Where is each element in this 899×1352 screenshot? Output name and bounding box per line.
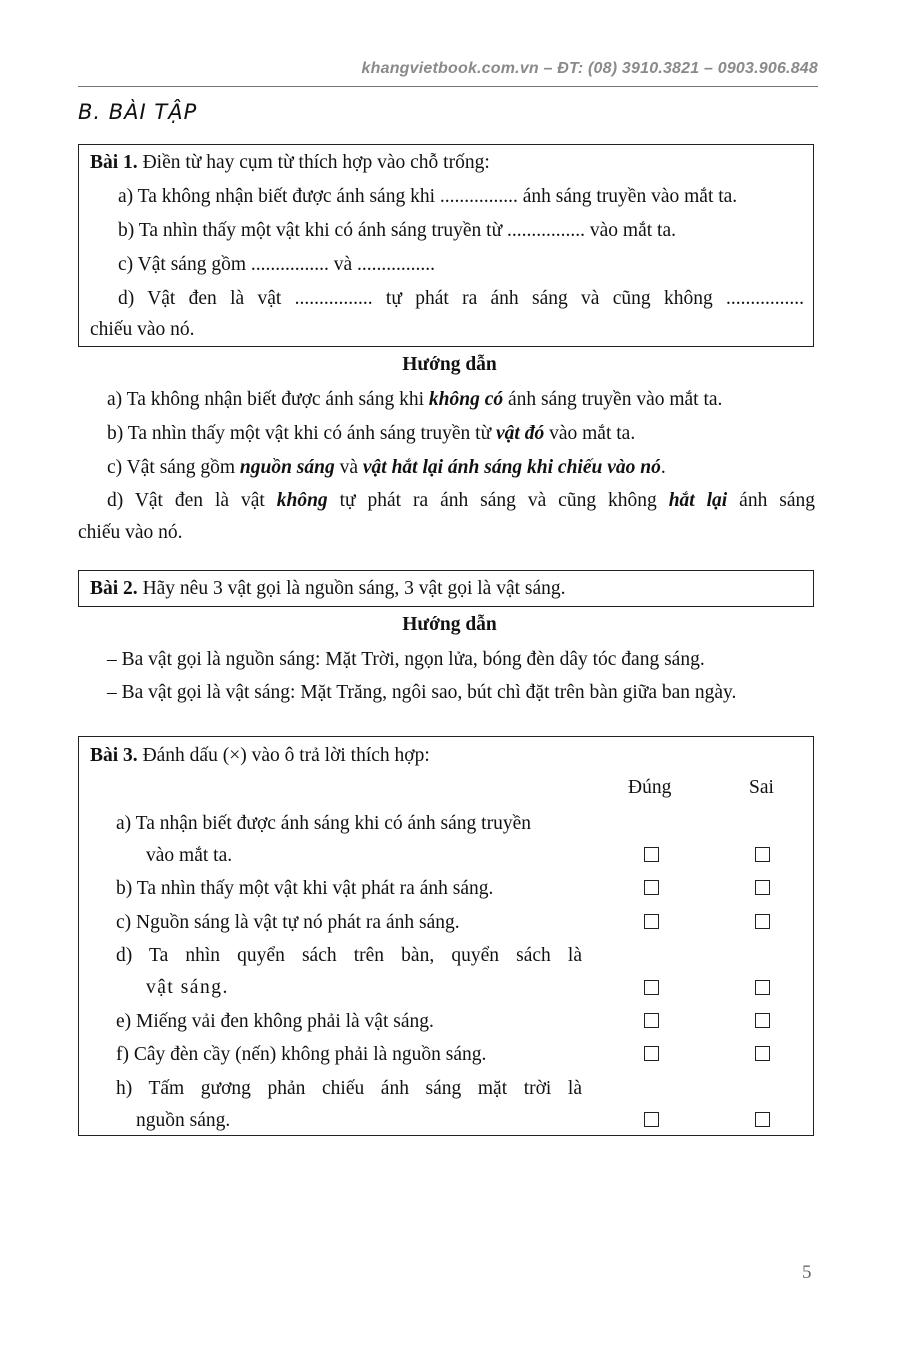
exercise-1-prompt: Điền từ hay cụm từ thích hợp vào chỗ trống: [142,152,490,173]
exercise-3-item-d-line2: vật sáng. [146,977,229,998]
checkbox-h-false[interactable] [755,1112,770,1127]
exercise-3-item-h-line1: h) Tấm gương phản chiếu ánh sáng mặt trời là [116,1078,582,1099]
guide-1-c-text: c) Vật sáng gồm [107,457,240,478]
guide-1-item-d [107,489,815,513]
guide-1-d-text-end: ánh sáng [727,490,815,511]
section-title: B. BÀI TẬP [78,100,198,124]
exercise-3-label: Bài 3. [90,745,138,766]
exercise-3-item-c: c) Nguồn sáng là vật tự nó phát ra ánh sáng. [116,912,460,933]
guide-1-d-answer-1: không [276,490,328,511]
guide-1-item-b [107,422,635,446]
header-text: khangvietbook.com.vn – ĐT: (08) 3910.3821 – 0903.906.848 [361,60,818,77]
checkbox-c-false[interactable] [755,914,770,929]
checkbox-a-true[interactable] [644,847,659,862]
exercise-1-item-c: c) Vật sáng gồm ................ và ................ [118,254,436,275]
guide-1-c-text-end: . [660,457,666,478]
guide-2-item-1: – Ba vật gọi là nguồn sáng: Mặt Trời, ngọn lửa, bóng đèn dây tóc đang sáng. [107,649,705,670]
page-number: 5 [802,1262,812,1283]
exercise-3-item-e: e) Miếng vải đen không phải là vật sáng. [116,1011,434,1032]
exercise-3-item-a-line2: vào mắt ta. [146,845,233,866]
guide-1-b-text: b) Ta nhìn thấy một vật khi có ánh sáng truyền từ [107,423,497,444]
checkbox-b-true[interactable] [644,880,659,895]
guide-1-title: Hướng dẫn [402,354,497,375]
guide-2-item-2: – Ba vật gọi là vật sáng: Mặt Trăng, ngôi sao, bút chì đặt trên bàn giữa ban ngày. [107,682,737,703]
column-false-header: Sai [749,777,774,798]
checkbox-a-false[interactable] [755,847,770,862]
exercise-3-item-f: f) Cây đèn cầy (nến) không phải là nguồn sáng. [116,1044,487,1065]
exercise-3-item-d-line1: d) Ta nhìn quyển sách trên bàn, quyển sách là [116,945,582,966]
checkbox-e-false[interactable] [755,1013,770,1028]
guide-1-c-answer-1: nguồn sáng [239,457,335,478]
checkbox-b-false[interactable] [755,880,770,895]
guide-1-d-text-mid: tự phát ra ánh sáng và cũng không [327,490,669,511]
guide-1-a-text-end: ánh sáng truyền vào mắt ta. [503,389,723,410]
guide-1-a-text: a) Ta không nhận biết được ánh sáng khi [107,389,429,410]
checkbox-d-true[interactable] [644,980,659,995]
exercise-3-box [78,736,814,1136]
exercise-1-item-a: a) Ta không nhận biết được ánh sáng khi ................ ánh sáng truyền vào mắt ta. [118,186,738,207]
checkbox-f-false[interactable] [755,1046,770,1061]
exercise-1-item-b: b) Ta nhìn thấy một vật khi có ánh sáng truyền từ ................ vào mắt ta. [118,220,676,241]
checkbox-e-true[interactable] [644,1013,659,1028]
exercise-2-label: Bài 2. [90,578,138,599]
exercise-3-heading [90,744,430,768]
exercise-3-item-h-line2: nguồn sáng. [136,1110,231,1131]
page-header [78,60,818,87]
checkbox-d-false[interactable] [755,980,770,995]
exercise-1-item-d: d) Vật đen là vật ................ tự phát ra ánh sáng và cũng không ................ [118,288,804,309]
checkbox-c-true[interactable] [644,914,659,929]
exercise-2-heading [90,577,566,601]
exercise-3-item-b: b) Ta nhìn thấy một vật khi vật phát ra ánh sáng. [116,878,494,899]
exercise-1-item-d-cont: chiếu vào nó. [90,319,195,340]
guide-1-item-d-cont: chiếu vào nó. [78,522,183,543]
checkbox-h-true[interactable] [644,1112,659,1127]
column-true-header: Đúng [628,777,672,798]
guide-1-c-text-mid: và [334,457,363,478]
guide-1-item-c [107,456,666,480]
guide-1-c-answer-2: vật hắt lại ánh sáng khi chiếu vào nó [362,457,661,478]
exercise-2-prompt: Hãy nêu 3 vật gọi là nguồn sáng, 3 vật gọi là vật sáng. [142,578,566,599]
exercise-1-heading [90,151,490,175]
guide-1-d-text: d) Vật đen là vật [107,490,277,511]
exercise-3-item-a-line1: a) Ta nhận biết được ánh sáng khi có ánh sáng truyền [116,813,531,834]
exercise-1-label: Bài 1. [90,152,138,173]
guide-1-item-a [107,388,722,412]
exercise-3-prompt: Đánh dấu (×) vào ô trả lời thích hợp: [142,745,430,766]
guide-1-a-answer: không có [428,389,504,410]
guide-1-d-answer-2: hắt lại [668,490,728,511]
guide-1-b-text-end: vào mắt ta. [544,423,636,444]
guide-2-title: Hướng dẫn [402,614,497,635]
checkbox-f-true[interactable] [644,1046,659,1061]
guide-1-b-answer: vật đó [496,423,545,444]
